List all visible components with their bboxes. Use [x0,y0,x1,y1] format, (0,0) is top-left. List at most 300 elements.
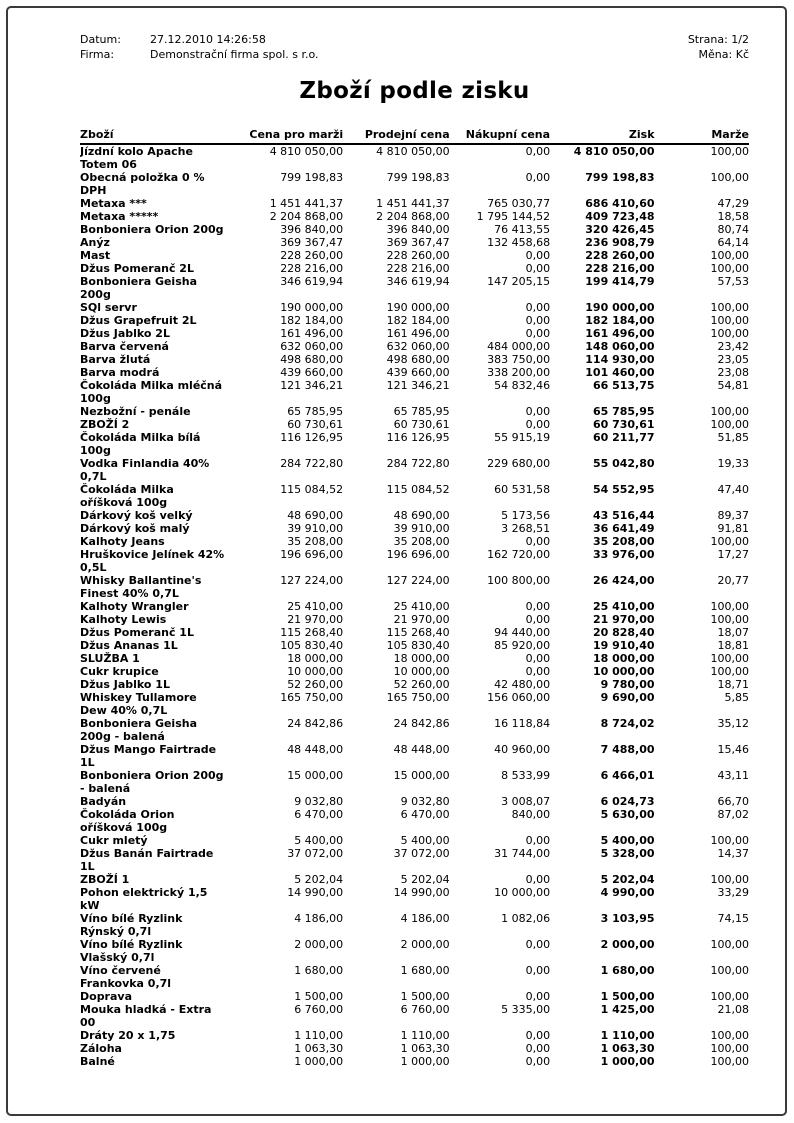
cena-pro-marzi-cell: 15 000,00 [287,769,344,782]
cena-pro-marzi-cell: 10 000,00 [287,665,344,678]
table-row [80,327,749,340]
prodejni-cena-cell: 115 084,52 [386,483,450,496]
product-cell: Dárkový koš malý [80,522,190,535]
product-cell: Čokoláda Milka mléčná 100g [80,379,223,405]
marze-cell: 100,00 [710,327,749,340]
cena-pro-marzi-cell: 115 268,40 [280,626,344,639]
nakupni-cena-cell: 0,00 [525,249,551,262]
table-row [80,405,749,418]
zisk-cell: 199 414,79 [585,275,655,288]
marze-cell: 23,05 [717,353,749,366]
cena-pro-marzi-cell: 369 367,47 [280,236,344,249]
table-row [80,210,749,223]
nakupni-cena-cell: 0,00 [525,1029,551,1042]
product-cell: Metaxa ***** [80,210,159,223]
prodejni-cena-cell: 65 785,95 [393,405,450,418]
cena-pro-marzi-cell: 60 730,61 [287,418,344,431]
product-cell: Jízdní kolo Apache Totem 06 [80,145,193,171]
cena-pro-marzi-cell: 228 216,00 [280,262,344,275]
product-cell: Kalhoty Jeans [80,535,165,548]
column-header-nakupni-cena: Nákupní cena [450,128,550,144]
product-cell: Džus Jablko 1L [80,678,170,691]
marze-cell: 100,00 [710,964,749,977]
table-row [80,314,749,327]
cena-pro-marzi-cell: 105 830,40 [280,639,344,652]
prodejni-cena-cell: 498 680,00 [386,353,450,366]
marze-cell: 18,58 [717,210,749,223]
cena-pro-marzi-cell: 1 680,00 [294,964,344,977]
marze-cell: 21,08 [717,1003,749,1016]
table-row [80,717,749,743]
product-cell: Čokoláda Milka oříšková 100g [80,483,174,509]
marze-cell: 17,27 [717,548,749,561]
nakupni-cena-cell: 0,00 [525,964,551,977]
zisk-cell: 9 690,00 [600,691,655,704]
marze-cell: 100,00 [710,613,749,626]
product-cell: Barva červená [80,340,169,353]
table-row [80,691,749,717]
nakupni-cena-cell: 0,00 [525,145,551,158]
zisk-cell: 35 208,00 [592,535,655,548]
report-title: Zboží podle zisku [299,78,530,104]
zisk-cell: 8 724,02 [600,717,655,730]
table-row [80,249,749,262]
cena-pro-marzi-cell: 24 842,86 [287,717,344,730]
zisk-cell: 54 552,95 [592,483,655,496]
product-cell: Dráty 20 x 1,75 [80,1029,176,1042]
prodejni-cena-cell: 15 000,00 [393,769,450,782]
nakupni-cena-cell: 0,00 [525,613,551,626]
nakupni-cena-cell: 0,00 [525,665,551,678]
cena-pro-marzi-cell: 439 660,00 [280,366,344,379]
prodejni-cena-cell: 2 000,00 [400,938,450,951]
zisk-cell: 161 496,00 [585,327,655,340]
nakupni-cena-cell: 0,00 [525,938,551,951]
zisk-cell: 7 488,00 [600,743,655,756]
cena-pro-marzi-cell: 5 400,00 [294,834,344,847]
nakupni-cena-cell: 10 000,00 [494,886,551,899]
prodejni-cena-cell: 52 260,00 [393,678,450,691]
prodejni-cena-cell: 37 072,00 [393,847,450,860]
prodejni-cena-cell: 1 110,00 [400,1029,450,1042]
nakupni-cena-cell: 5 335,00 [501,1003,551,1016]
table-row [80,144,749,171]
product-cell: Záloha [80,1042,122,1055]
nakupni-cena-cell: 0,00 [525,873,551,886]
table-row [80,613,749,626]
table-row [80,574,749,600]
zisk-cell: 60 211,77 [592,431,655,444]
zisk-cell: 3 103,95 [600,912,655,925]
product-cell: Víno bílé Ryzlink Vlašský 0,7l [80,938,183,964]
marze-cell: 19,33 [717,457,749,470]
marze-cell: 100,00 [710,301,749,314]
product-cell: Bonboniera Orion 200g [80,223,224,236]
prodejni-cena-cell: 1 000,00 [400,1055,450,1068]
zisk-cell: 1 680,00 [600,964,655,977]
prodejni-cena-cell: 35 208,00 [393,535,450,548]
table-row [80,431,749,457]
zisk-cell: 43 516,44 [592,509,655,522]
prodejni-cena-cell: 25 410,00 [393,600,450,613]
nakupni-cena-cell: 40 960,00 [494,743,551,756]
prodejni-cena-cell: 346 619,94 [386,275,450,288]
nakupni-cena-cell: 132 458,68 [487,236,551,249]
table-row [80,990,749,1003]
zisk-cell: 36 641,49 [592,522,655,535]
table-row [80,262,749,275]
nakupni-cena-cell: 0,00 [525,405,551,418]
marze-cell: 18,81 [717,639,749,652]
prodejni-cena-cell: 228 260,00 [386,249,450,262]
cena-pro-marzi-cell: 284 722,80 [280,457,344,470]
product-cell: Badyán [80,795,127,808]
table-row [80,418,749,431]
product-cell: Džus Mango Fairtrade 1L [80,743,217,769]
zisk-cell: 190 000,00 [585,301,655,314]
prodejni-cena-cell: 4 810 050,00 [376,145,450,158]
marze-cell: 35,12 [717,717,749,730]
product-cell: Obecná položka 0 % DPH [80,171,205,197]
prodejni-cena-cell: 1 680,00 [400,964,450,977]
cena-pro-marzi-cell: 182 184,00 [280,314,344,327]
product-cell: Džus Pomeranč 1L [80,626,194,639]
marze-cell: 66,70 [717,795,749,808]
table-row [80,1003,749,1029]
zisk-cell: 1 500,00 [600,990,655,1003]
table-row [80,509,749,522]
product-cell: Bonboniera Orion 200g - balená [80,769,224,795]
zisk-cell: 799 198,83 [585,171,655,184]
marze-cell: 100,00 [710,600,749,613]
cena-pro-marzi-cell: 115 084,52 [280,483,344,496]
table-row [80,379,749,405]
table-row [80,834,749,847]
prodejni-cena-cell: 369 367,47 [386,236,450,249]
column-header-zisk: Zisk [550,128,654,144]
table-row [80,964,749,990]
prodejni-cena-cell: 48 448,00 [393,743,450,756]
nakupni-cena-cell: 100 800,00 [487,574,551,587]
column-header-product: Zboží [80,128,231,144]
cena-pro-marzi-cell: 65 785,95 [287,405,344,418]
nakupni-cena-cell: 76 413,55 [494,223,551,236]
marze-cell: 100,00 [710,314,749,327]
prodejni-cena-cell: 121 346,21 [386,379,450,392]
table-row [80,886,749,912]
product-cell: Barva žlutá [80,353,151,366]
product-cell: ZBOŽÍ 2 [80,418,130,431]
prodejni-cena-cell: 1 063,30 [400,1042,450,1055]
marze-cell: 100,00 [710,1055,749,1068]
prodejni-cena-cell: 39 910,00 [393,522,450,535]
nakupni-cena-cell: 229 680,00 [487,457,551,470]
nakupni-cena-cell: 0,00 [525,301,551,314]
marze-cell: 91,81 [717,522,749,535]
product-cell: Bonboniera Geisha 200g - balená [80,717,198,743]
prodejni-cena-cell: 161 496,00 [386,327,450,340]
prodejni-cena-cell: 1 500,00 [400,990,450,1003]
cena-pro-marzi-cell: 4 186,00 [294,912,344,925]
zisk-cell: 33 976,00 [592,548,655,561]
nakupni-cena-cell: 42 480,00 [494,678,551,691]
table-row [80,743,749,769]
table-row [80,366,749,379]
nakupni-cena-cell: 1 795 144,52 [476,210,551,223]
cena-pro-marzi-cell: 39 910,00 [287,522,344,535]
zisk-cell: 5 400,00 [600,834,655,847]
prodejni-cena-cell: 10 000,00 [393,665,450,678]
cena-pro-marzi-cell: 127 224,00 [280,574,344,587]
prodejni-cena-cell: 4 186,00 [400,912,450,925]
cena-pro-marzi-cell: 161 496,00 [280,327,344,340]
nakupni-cena-cell: 85 920,00 [494,639,551,652]
zisk-cell: 114 930,00 [585,353,655,366]
product-cell: ZBOŽÍ 1 [80,873,130,886]
prodejni-cena-cell: 182 184,00 [386,314,450,327]
nakupni-cena-cell: 147 205,15 [487,275,551,288]
cena-pro-marzi-cell: 1 110,00 [294,1029,344,1042]
marze-cell: 23,08 [717,366,749,379]
cena-pro-marzi-cell: 632 060,00 [280,340,344,353]
product-cell: Džus Banán Fairtrade 1L [80,847,214,873]
marze-cell: 100,00 [710,249,749,262]
zisk-cell: 55 042,80 [592,457,655,470]
zisk-cell: 18 000,00 [592,652,655,665]
cena-pro-marzi-cell: 396 840,00 [280,223,344,236]
table-row [80,457,749,483]
marze-cell: 64,14 [717,236,749,249]
zisk-cell: 228 260,00 [585,249,655,262]
product-cell: Doprava [80,990,133,1003]
column-header-cena-pro-marzi: Cena pro marži [231,128,344,144]
column-header-marze: Marže [655,128,749,144]
marze-cell: 18,71 [717,678,749,691]
marze-cell: 100,00 [710,873,749,886]
zisk-cell: 19 910,40 [592,639,655,652]
zisk-cell: 686 410,60 [585,197,655,210]
zisk-cell: 4 990,00 [600,886,655,899]
strana-label: Strana: [687,33,728,46]
marze-cell: 100,00 [710,1029,749,1042]
prodejni-cena-cell: 190 000,00 [386,301,450,314]
table-row [80,1029,749,1042]
table-header-row [80,128,749,144]
nakupni-cena-cell: 383 750,00 [487,353,551,366]
zisk-cell: 409 723,48 [585,210,655,223]
cena-pro-marzi-cell: 18 000,00 [287,652,344,665]
nakupni-cena-cell: 55 915,19 [494,431,551,444]
report-content [8,8,785,1068]
marze-cell: 80,74 [717,223,749,236]
prodejni-cena-cell: 116 126,95 [386,431,450,444]
zisk-cell: 4 810 050,00 [573,145,655,158]
product-cell: Anýz [80,236,110,249]
product-cell: Mouka hladká - Extra 00 [80,1003,212,1029]
marze-cell: 54,81 [717,379,749,392]
product-cell: Metaxa *** [80,197,147,210]
cena-pro-marzi-cell: 1 063,30 [294,1042,344,1055]
nakupni-cena-cell: 0,00 [525,1042,551,1055]
product-cell: Cukr krupice [80,665,159,678]
zisk-cell: 9 780,00 [600,678,655,691]
table-row [80,665,749,678]
cena-pro-marzi-cell: 1 451 441,37 [269,197,344,210]
prodejni-cena-cell: 21 970,00 [393,613,450,626]
zisk-cell: 1 000,00 [600,1055,655,1068]
cena-pro-marzi-cell: 25 410,00 [287,600,344,613]
marze-cell: 100,00 [710,171,749,184]
zisk-cell: 228 216,00 [585,262,655,275]
product-cell: Víno bílé Ryzlink Rýnský 0,7l [80,912,183,938]
zisk-cell: 148 060,00 [585,340,655,353]
zisk-cell: 182 184,00 [585,314,655,327]
nakupni-cena-cell: 840,00 [511,808,551,821]
table-row [80,197,749,210]
marze-cell: 47,29 [717,197,749,210]
marze-cell: 100,00 [710,145,749,158]
zisk-cell: 60 730,61 [592,418,655,431]
product-cell: Bonboniera Geisha 200g [80,275,198,301]
zisk-cell: 1 110,00 [600,1029,655,1042]
marze-cell: 87,02 [717,808,749,821]
product-cell: Džus Pomeranč 2L [80,262,194,275]
nakupni-cena-cell: 1 082,06 [501,912,551,925]
cena-pro-marzi-cell: 165 750,00 [280,691,344,704]
table-row [80,353,749,366]
datum-label: Datum: [80,33,121,46]
nakupni-cena-cell: 0,00 [525,535,551,548]
table-row [80,340,749,353]
zisk-cell: 6 024,73 [600,795,655,808]
product-cell: Dárkový koš velký [80,509,193,522]
prodejni-cena-cell: 439 660,00 [386,366,450,379]
table-row [80,847,749,873]
prodejni-cena-cell: 18 000,00 [393,652,450,665]
zisk-cell: 20 828,40 [592,626,655,639]
marze-cell: 100,00 [710,990,749,1003]
product-cell: Kalhoty Lewis [80,613,167,626]
cena-pro-marzi-cell: 52 260,00 [287,678,344,691]
nakupni-cena-cell: 0,00 [525,834,551,847]
mena-value: Kč [735,48,749,61]
prodejni-cena-cell: 632 060,00 [386,340,450,353]
prodejni-cena-cell: 2 204 868,00 [376,210,450,223]
table-row [80,535,749,548]
prodejni-cena-cell: 5 400,00 [400,834,450,847]
nakupni-cena-cell: 3 268,51 [501,522,551,535]
zisk-cell: 320 426,45 [585,223,655,236]
zisk-cell: 65 785,95 [592,405,655,418]
nakupni-cena-cell: 0,00 [525,990,551,1003]
table-row [80,652,749,665]
table-row [80,912,749,938]
report-table-body [80,144,749,1068]
product-cell: Pohon elektrický 1,5 kW [80,886,208,912]
cena-pro-marzi-cell: 121 346,21 [280,379,344,392]
prodejni-cena-cell: 228 216,00 [386,262,450,275]
table-row [80,522,749,535]
prodejni-cena-cell: 127 224,00 [386,574,450,587]
table-row [80,275,749,301]
zisk-cell: 26 424,00 [592,574,655,587]
prodejni-cena-cell: 284 722,80 [386,457,450,470]
zisk-cell: 21 970,00 [592,613,655,626]
report-header-left [80,32,319,62]
product-cell: SLUŽBA 1 [80,652,140,665]
product-cell: Vodka Finlandia 40% 0,7L [80,457,210,483]
nakupni-cena-cell: 338 200,00 [487,366,551,379]
table-row [80,808,749,834]
product-cell: Džus Ananas 1L [80,639,178,652]
product-cell: Džus Grapefruit 2L [80,314,197,327]
table-row [80,1055,749,1068]
product-cell: Čokoláda Orion oříšková 100g [80,808,175,834]
prodejni-cena-cell: 60 730,61 [393,418,450,431]
cena-pro-marzi-cell: 2 000,00 [294,938,344,951]
product-cell: Cukr mletý [80,834,148,847]
prodejni-cena-cell: 165 750,00 [386,691,450,704]
nakupni-cena-cell: 0,00 [525,314,551,327]
product-cell: Barva modrá [80,366,160,379]
marze-cell: 100,00 [710,834,749,847]
prodejni-cena-cell: 105 830,40 [386,639,450,652]
table-row [80,223,749,236]
prodejni-cena-cell: 1 451 441,37 [376,197,450,210]
marze-cell: 15,46 [717,743,749,756]
marze-cell: 51,85 [717,431,749,444]
nakupni-cena-cell: 5 173,56 [501,509,551,522]
report-header [80,32,749,62]
table-row [80,639,749,652]
mena-label: Měna: [698,48,733,61]
zisk-cell: 6 466,01 [600,769,655,782]
table-row [80,600,749,613]
cena-pro-marzi-cell: 799 198,83 [280,171,344,184]
prodejni-cena-cell: 799 198,83 [386,171,450,184]
product-cell: Hruškovice Jelínek 42% 0,5L [80,548,225,574]
firma-value: Demonstrační firma spol. s r.o. [150,48,319,61]
column-header-prodejni-cena: Prodejní cena [343,128,449,144]
currency-line [688,47,749,62]
cena-pro-marzi-cell: 37 072,00 [287,847,344,860]
strana-value: 1/2 [731,33,749,46]
zisk-cell: 10 000,00 [592,665,655,678]
cena-pro-marzi-cell: 116 126,95 [280,431,344,444]
prodejni-cena-cell: 6 760,00 [400,1003,450,1016]
nakupni-cena-cell: 0,00 [525,171,551,184]
table-row [80,548,749,574]
cena-pro-marzi-cell: 228 260,00 [280,249,344,262]
table-row [80,938,749,964]
table-row [80,769,749,795]
datum-value: 27.12.2010 14:26:58 [150,33,266,46]
marze-cell: 74,15 [717,912,749,925]
cena-pro-marzi-cell: 6 760,00 [294,1003,344,1016]
marze-cell: 100,00 [710,1042,749,1055]
prodejni-cena-cell: 9 032,80 [400,795,450,808]
nakupni-cena-cell: 3 008,07 [501,795,551,808]
nakupni-cena-cell: 0,00 [525,327,551,340]
cena-pro-marzi-cell: 2 204 868,00 [269,210,344,223]
nakupni-cena-cell: 484 000,00 [487,340,551,353]
nakupni-cena-cell: 0,00 [525,1055,551,1068]
cena-pro-marzi-cell: 190 000,00 [280,301,344,314]
marze-cell: 47,40 [717,483,749,496]
nakupni-cena-cell: 60 531,58 [494,483,551,496]
marze-cell: 20,77 [717,574,749,587]
marze-cell: 100,00 [710,418,749,431]
